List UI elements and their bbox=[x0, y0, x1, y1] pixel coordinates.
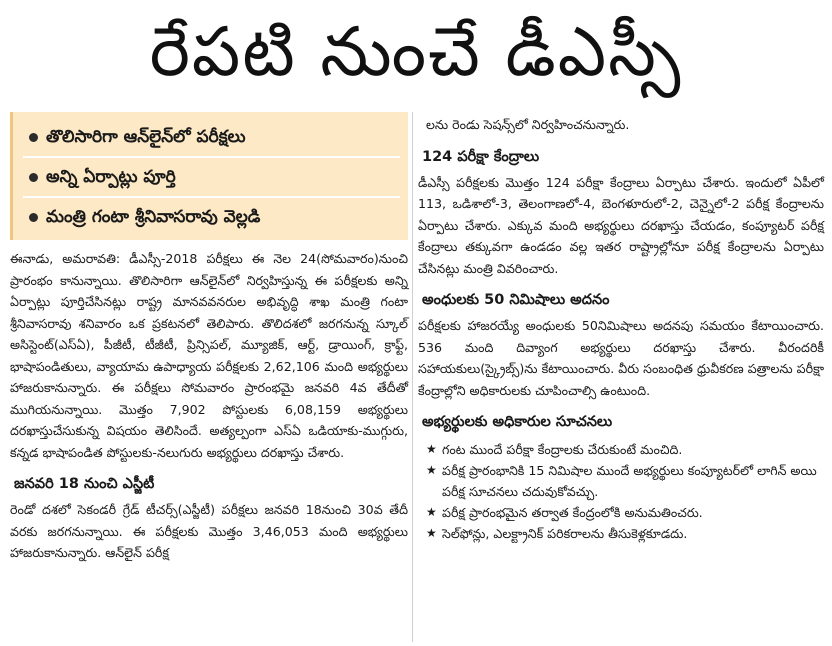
continued-text: లను రెండు సెషన్స్‌లో నిర్వహించనున్నారు. bbox=[426, 117, 630, 132]
headline: రేపటి నుంచే డీఎస్సీ bbox=[149, 13, 683, 92]
highlight-item bbox=[23, 158, 400, 198]
note-text: పరీక్ష ప్రారంభమైన తర్వాత కేంద్రంలోకి అనుమతించరు. bbox=[442, 505, 703, 520]
star-icon: ★ bbox=[426, 442, 437, 456]
highlight-item bbox=[23, 198, 400, 236]
star-icon: ★ bbox=[426, 526, 437, 540]
notes-list bbox=[418, 439, 824, 544]
subheading-blind: అంధులకు 50 నిమిషాలు అదనం bbox=[422, 292, 610, 308]
list-item bbox=[418, 460, 824, 502]
star-icon: ★ bbox=[426, 505, 437, 519]
list-item bbox=[418, 439, 824, 460]
subheading-notes: అభ్యర్థులకు అధికారుల సూచనలు bbox=[422, 414, 613, 430]
note-text: సెల్‌ఫోన్లు, ఎలక్ట్రానిక్ పరికరాలను తీసుకెళ్లకూడదు. bbox=[442, 526, 688, 541]
highlight-text: అన్ని ఏర్పాట్లు పూర్తి bbox=[46, 167, 176, 187]
subheading-centres: 124 పరీక్షా కేంద్రాలు bbox=[422, 148, 540, 165]
bullet-icon bbox=[29, 213, 38, 222]
blind-paragraph: పరీక్షలకు హాజరయ్యే అంధులకు 50నిమిషాలు అదనపు సమయం కేటాయించారు. 536 మంది దివ్యాంగ అభ్యర్థులు దరఖాస్తు చేశారు. వీరందరికీ సహాయకులు(స్క్రైబ్స్)ను కేటాయించారు. వీరు సంబంధిత ధ్రువీకరణ పత్రాలను పరీక్షా కేంద్రాల్లోని అధికారులకు చూపించాల్సి ఉంటుంది. bbox=[418, 318, 824, 398]
highlight-text: మంత్రి గంటా శ్రీనివాసరావు వెల్లడి bbox=[46, 207, 261, 227]
bullet-icon bbox=[29, 133, 38, 142]
subheading-sgt: జనవరి 18 నుంచి ఎస్జీటీ bbox=[14, 476, 155, 492]
note-text: గంట ముందే పరీక్షా కేంద్రాలకు చేరుకుంటే మంచిది. bbox=[442, 442, 683, 457]
note-text: పరీక్ష ప్రారంభానికి 15 నిమిషాల ముందే అభ్యర్థులు కంప్యూటర్‌లో లాగిన్ అయి పరీక్ష సూచనలు చదువుకోవచ్చు. bbox=[442, 463, 817, 499]
highlight-item bbox=[23, 118, 400, 158]
left-column bbox=[10, 112, 408, 564]
bullet-icon bbox=[29, 173, 38, 182]
star-icon: ★ bbox=[426, 463, 437, 477]
list-item bbox=[418, 523, 824, 544]
right-column bbox=[418, 112, 824, 544]
highlight-text: తొలిసారిగా ఆన్‌లైన్‌లో పరీక్షలు bbox=[46, 127, 246, 147]
column-divider bbox=[412, 112, 413, 642]
highlights-box bbox=[10, 112, 408, 240]
centres-paragraph: డీఎస్సీ పరీక్షలకు మొత్తం 124 పరీక్షా కేంద్రాలు ఏర్పాటు చేశారు. ఇందులో ఏపీలో 113, ఒడిశాలో-3, తెలంగాణలో-4, బెంగళూరులో-2, చెన్నైలో-2 పరీక్ష కేంద్రాలను ఏర్పాటు చేశారు. ఎక్కువ మంది అభ్యర్థులు దరఖాస్తు చేయడం, కంప్యూటర్ పరీక్ష కేంద్రాలు తక్కువగా ఉండడం వల్ల ఇతర రాష్ట్రాల్లోనూ పరీక్ష కేంద్రాలను ఏర్పాటు చేసినట్లు మంత్రి వివరించారు. bbox=[418, 174, 824, 276]
sgt-paragraph: రెండో దశలో సెకండరీ గ్రేడ్ టీచర్స్(ఎస్జీటీ) పరీక్షలు జనవరి 18నుంచి 30వ తేదీ వరకు జరగనున్నాయి. ఈ పరీక్షలకు మొత్తం 3,46,053 మంది అభ్యర్థులు హాజరుకానున్నారు. ఆన్‌లైన్ పరీక్ష bbox=[10, 502, 408, 560]
list-item bbox=[418, 502, 824, 523]
intro-paragraph: ఈనాడు, అమరావతి: డీఎస్సీ-2018 పరీక్షలు ఈ నెల 24(సోమవారం)నుంచి ప్రారంభం కానున్నాయి. తొలిసారిగా ఆన్‌లైన్‌లో నిర్వహిస్తున్న ఈ పరీక్షలకు అన్ని ఏర్పాట్లు పూర్తిచేసినట్లు రాష్ట్ర మానవవనరుల అభివృద్ధి శాఖ మంత్రి గంటా శ్రీనివాసరావు శనివారం ఒక ప్రకటనలో తెలిపారు. తొలిదశలో జరగనున్న స్కూల్ అసిస్టెంట్(ఎస్ఏ), పీజీటీ, టీజీటీ, ప్రిన్సిపల్, మ్యూజిక్, ఆర్ట్, డ్రాయింగ్, క్రాఫ్ట్, భాషాపండితులు, వ్యాయామ ఉపాధ్యాయ పరీక్షలకు 2,62,106 మంది అభ్యర్థులు హాజరుకానున్నారు. ఈ పరీక్షలు సోమవారం ప్రారంభమై జనవరి 4వ తేదీతో ముగియనున్నాయి. మొత్తం 7,902 పోస్టులకు 6,08,159 అభ్యర్థులు దరఖాస్తుచేసుకున్న విషయం తెలిసిందే. అత్యల్పంగా ఎస్ఏ ఒడియాకు-ముగ్గురు, కన్నడ భాషాపండిత పోస్టులకు-నలుగురు అభ్యర్థులు దరఖాస్తు చేశారు. bbox=[10, 251, 408, 460]
